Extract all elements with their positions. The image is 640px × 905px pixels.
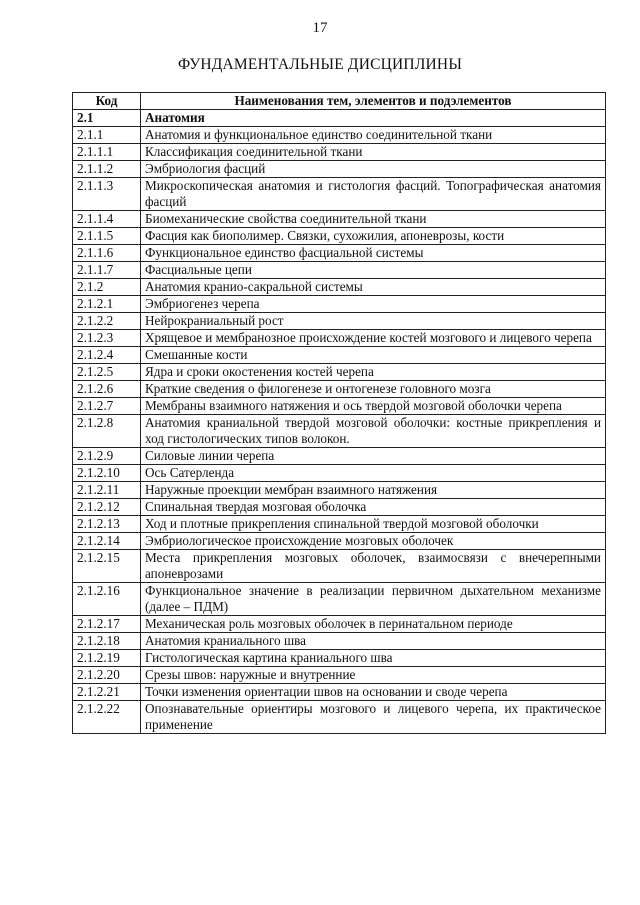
row-code: 2.1.2.13 (73, 516, 141, 533)
row-name: Механическая роль мозговых оболочек в перинатальном периоде (141, 616, 606, 633)
table-row (73, 313, 606, 330)
table-header-row (73, 93, 606, 110)
row-name: Ось Сатерленда (141, 465, 606, 482)
table-row (73, 178, 606, 211)
row-name: Анатомия кранио-сакральной системы (141, 279, 606, 296)
row-name: Краткие сведения о филогенезе и онтогенезе головного мозга (141, 381, 606, 398)
table-row (73, 415, 606, 448)
row-code: 2.1.2.9 (73, 448, 141, 465)
table-row (73, 684, 606, 701)
row-code: 2.1.1.6 (73, 245, 141, 262)
table-row (73, 701, 606, 734)
row-name: Анатомия и функциональное единство соединительной ткани (141, 127, 606, 144)
row-code: 2.1.1.4 (73, 211, 141, 228)
row-name: Нейрокраниальный рост (141, 313, 606, 330)
row-code: 2.1.2 (73, 279, 141, 296)
document-title: ФУНДАМЕНТАЛЬНЫЕ ДИСЦИПЛИНЫ (177, 56, 463, 73)
row-code: 2.1.1.3 (73, 178, 141, 211)
row-code: 2.1.2.8 (73, 415, 141, 448)
row-name: Срезы швов: наружные и внутренние (141, 667, 606, 684)
table-row (73, 262, 606, 279)
row-code: 2.1.2.15 (73, 550, 141, 583)
row-name: Наружные проекции мембран взаимного натяжения (141, 482, 606, 499)
table-row (73, 550, 606, 583)
row-name: Анатомия (141, 110, 606, 127)
table-row (73, 347, 606, 364)
header-code: Код (73, 93, 141, 110)
row-name: Анатомия краниального шва (141, 633, 606, 650)
header-name: Наименования тем, элементов и подэлементов (141, 93, 606, 110)
table-row (73, 448, 606, 465)
row-code: 2.1.2.21 (73, 684, 141, 701)
row-code: 2.1.2.2 (73, 313, 141, 330)
row-name: Точки изменения ориентации швов на основании и своде черепа (141, 684, 606, 701)
row-code: 2.1.2.5 (73, 364, 141, 381)
row-code: 2.1.2.11 (73, 482, 141, 499)
row-code: 2.1.2.19 (73, 650, 141, 667)
table-row (73, 296, 606, 313)
table-row (73, 127, 606, 144)
row-name: Функциональное единство фасциальной системы (141, 245, 606, 262)
table-row (73, 499, 606, 516)
table-row (73, 279, 606, 296)
row-name: Фасциальные цепи (141, 262, 606, 279)
row-name: Анатомия краниальной твердой мозговой оболочки: костные прикрепления и ход гистологических типов волокон. (141, 415, 606, 448)
table-row (73, 465, 606, 482)
table-row (73, 616, 606, 633)
row-code: 2.1.2.20 (73, 667, 141, 684)
topics-table (72, 92, 606, 734)
table-body (73, 110, 606, 734)
table-row (73, 381, 606, 398)
table-row (73, 583, 606, 616)
table-row (73, 144, 606, 161)
row-name: Силовые линии черепа (141, 448, 606, 465)
row-code: 2.1.2.22 (73, 701, 141, 734)
table-row (73, 667, 606, 684)
table-row (73, 533, 606, 550)
row-name: Ядра и сроки окостенения костей черепа (141, 364, 606, 381)
table-row (73, 330, 606, 347)
table-row (73, 364, 606, 381)
row-code: 2.1.2.10 (73, 465, 141, 482)
row-code: 2.1.1.1 (73, 144, 141, 161)
row-name: Классификация соединительной ткани (141, 144, 606, 161)
row-code: 2.1.2.14 (73, 533, 141, 550)
row-code: 2.1.2.18 (73, 633, 141, 650)
row-code: 2.1.2.6 (73, 381, 141, 398)
table-row (73, 245, 606, 262)
page-number: 17 (312, 20, 328, 36)
table-row (73, 211, 606, 228)
row-name: Микроскопическая анатомия и гистология фасций. Топографическая анатомия фасций (141, 178, 606, 211)
row-name: Мембраны взаимного натяжения и ось твердой мозговой оболочки черепа (141, 398, 606, 415)
row-name: Биомеханические свойства соединительной ткани (141, 211, 606, 228)
row-name: Ход и плотные прикрепления спинальной твердой мозговой оболочки (141, 516, 606, 533)
row-code: 2.1.2.17 (73, 616, 141, 633)
table-row (73, 482, 606, 499)
row-name: Хрящевое и мембранозное происхождение костей мозгового и лицевого черепа (141, 330, 606, 347)
table-row (73, 228, 606, 245)
row-code: 2.1.1.5 (73, 228, 141, 245)
row-code: 2.1.2.4 (73, 347, 141, 364)
table-row (73, 398, 606, 415)
row-name: Опознавательные ориентиры мозгового и лицевого черепа, их практическое применение (141, 701, 606, 734)
row-name: Эмбриологическое происхождение мозговых оболочек (141, 533, 606, 550)
row-name: Фасция как биополимер. Связки, сухожилия, апоневрозы, кости (141, 228, 606, 245)
row-code: 2.1 (73, 110, 141, 127)
row-name: Эмбриология фасций (141, 161, 606, 178)
row-code: 2.1.2.1 (73, 296, 141, 313)
row-code: 2.1.2.7 (73, 398, 141, 415)
row-code: 2.1.2.12 (73, 499, 141, 516)
row-name: Гистологическая картина краниального шва (141, 650, 606, 667)
row-name: Места прикрепления мозговых оболочек, взаимосвязи с внечерепными апоневрозами (141, 550, 606, 583)
row-name: Эмбриогенез черепа (141, 296, 606, 313)
table-row (73, 110, 606, 127)
table-row (73, 161, 606, 178)
row-code: 2.1.2.3 (73, 330, 141, 347)
row-code: 2.1.1.2 (73, 161, 141, 178)
table-row (73, 650, 606, 667)
row-code: 2.1.1.7 (73, 262, 141, 279)
table-row (73, 633, 606, 650)
row-code: 2.1.1 (73, 127, 141, 144)
row-name: Смешанные кости (141, 347, 606, 364)
row-name: Функциональное значение в реализации первичном дыхательном механизме (далее – ПДМ) (141, 583, 606, 616)
row-code: 2.1.2.16 (73, 583, 141, 616)
row-name: Спинальная твердая мозговая оболочка (141, 499, 606, 516)
table-row (73, 516, 606, 533)
